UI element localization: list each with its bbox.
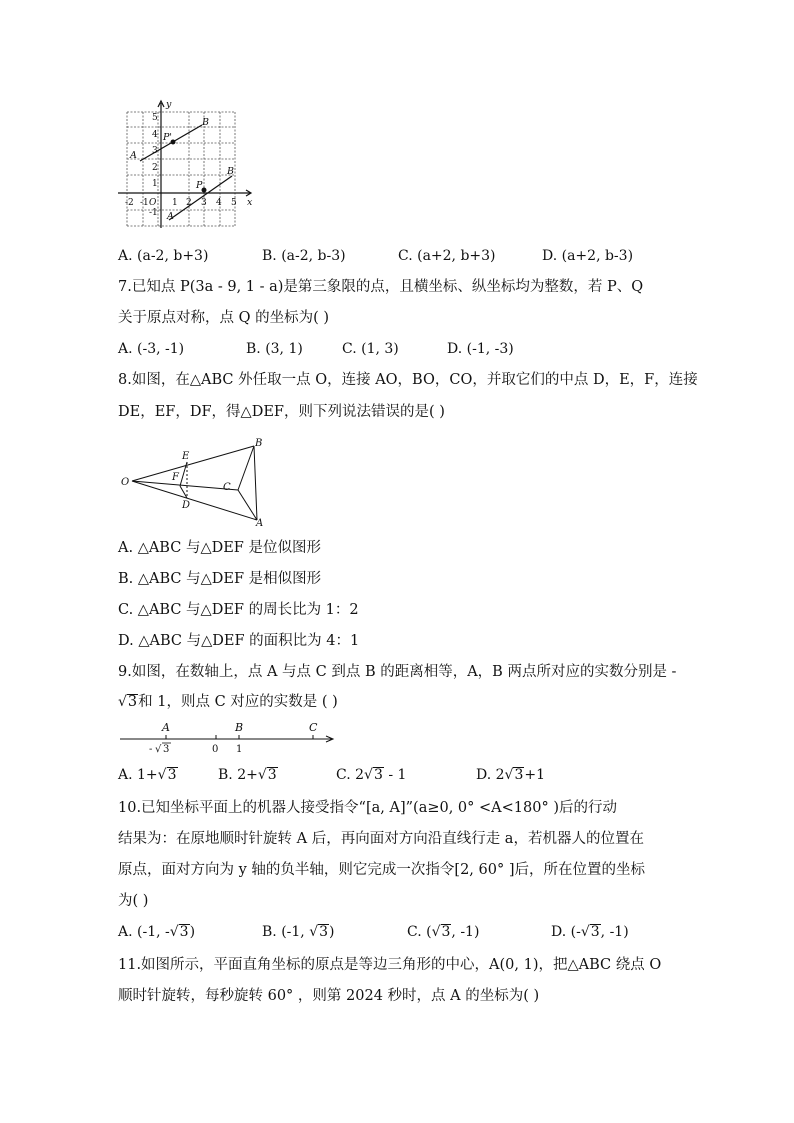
q9-number-line-figure [118, 718, 340, 758]
y-tick: 2 [152, 163, 158, 173]
q6-option-c[interactable]: C. (a+2, b+3) [398, 248, 496, 264]
x-tick: 2 [186, 198, 192, 208]
fig9-label-b: B [235, 721, 244, 734]
q7-stem-line2: 关于原点对称，点 Q 的坐标为( ) [118, 310, 330, 326]
fig9-minus: - [149, 744, 153, 755]
q9-stem-line2: √3和 1，则点 C 对应的实数是 ( ) [118, 694, 338, 710]
q6-coordinate-figure [112, 98, 257, 228]
x-tick: 4 [216, 198, 222, 208]
fig6-label-a2: A [167, 211, 174, 222]
origin-label: O [149, 198, 157, 208]
q9-stem-line1: 9.如图，在数轴上，点 A 与点 C 到点 B 的距离相等，A，B 两点所对应的实数分别是 - [118, 664, 677, 680]
q8-option-a[interactable]: A. △ABC 与△DEF 是位似图形 [118, 540, 321, 556]
q7-option-c[interactable]: C. (1, 3) [342, 341, 399, 357]
fig9-label-a: A [162, 721, 170, 734]
y-tick: 1 [152, 179, 158, 189]
q7-option-b[interactable]: B. (3, 1) [246, 341, 303, 357]
q7-option-a[interactable]: A. (-3, -1) [118, 341, 185, 357]
q8-option-c[interactable]: C. △ABC 与△DEF 的周长比为 1：2 [118, 602, 359, 618]
q8-option-b[interactable]: B. △ABC 与△DEF 是相似图形 [118, 571, 322, 587]
q6-option-d[interactable]: D. (a+2, b-3) [542, 248, 634, 264]
fig6-label-b2: B [227, 166, 234, 177]
svg-text:√: √ [155, 744, 162, 755]
q10-stem-line4: 为( ) [118, 893, 149, 909]
x-tick: 5 [231, 198, 237, 208]
q9-stem-rest: 和 1，则点 C 对应的实数是 ( ) [138, 694, 338, 710]
fig9-one: 1 [236, 744, 243, 755]
q6-option-b[interactable]: B. (a-2, b-3) [262, 248, 346, 264]
fig8-label-f: F [172, 472, 179, 483]
fig8-label-c: C [223, 482, 231, 493]
q7-stem-line1: 7.已知点 P(3a - 9, 1 - a)是第三象限的点，且横坐标、纵坐标均为整数，若 P、Q [118, 279, 644, 295]
y-tick: 4 [152, 130, 158, 140]
q9-option-a[interactable]: A. 1+√3 [118, 767, 177, 783]
q9-option-c[interactable]: C. 2√3 - 1 [336, 767, 407, 783]
fig6-label-b1: B [202, 117, 209, 128]
fig8-label-e: E [182, 451, 190, 462]
q8-option-d[interactable]: D. △ABC 与△DEF 的面积比为 4：1 [118, 633, 360, 649]
x-axis-label: x [247, 197, 253, 208]
q10-option-a[interactable]: A. (-1, -√3) [118, 924, 196, 940]
fig8-label-a: A [256, 518, 264, 529]
fig8-label-o: O [121, 477, 130, 488]
q10-option-d[interactable]: D. (-√3, -1) [551, 924, 629, 940]
y-tick: 5 [152, 113, 158, 123]
x-tick: 1 [172, 198, 178, 208]
q11-stem-line2: 顺时针旋转，每秒旋转 60° ，则第 2024 秒时，点 A 的坐标为( ) [118, 988, 540, 1004]
q6-option-a[interactable]: A. (a-2, b+3) [118, 248, 209, 264]
q10-option-c[interactable]: C. (√3, -1) [407, 924, 480, 940]
fig9-sqrt-arg: 3 [163, 744, 170, 755]
fig6-label-p2: P [196, 180, 203, 191]
q9-sqrt-arg: 3 [127, 694, 138, 710]
y-axis-label: y [166, 99, 172, 110]
x-tick: 3 [201, 198, 207, 208]
fig9-label-c: C [309, 721, 318, 734]
q10-stem-line2: 结果为：在原地顺时针旋转 A 后，再向面对方向沿直线行走 a，若机器人的位置在 [118, 831, 644, 847]
q10-stem-line3: 原点，面对方向为 y 轴的负半轴，则它完成一次指令[2, 60° ]后，所在位置的坐标 [118, 862, 645, 878]
x-tick: -2 [125, 198, 134, 208]
fig8-label-b: B [255, 438, 263, 449]
q7-option-d[interactable]: D. (-1, -3) [447, 341, 514, 357]
q8-stem-line2: DE，EF，DF，得△DEF，则下列说法错误的是( ) [118, 404, 445, 420]
fig8-label-d: D [182, 500, 191, 511]
q9-option-b[interactable]: B. 2+√3 [218, 767, 277, 783]
q10-stem-line1: 10.已知坐标平面上的机器人接受指令“[a, A]”(a≥0, 0° <A<180° )后的行动 [118, 800, 617, 816]
q10-option-b[interactable]: B. (-1, √3) [262, 924, 335, 940]
y-tick: 3 [152, 146, 158, 156]
fig9-zero: 0 [212, 744, 219, 755]
q8-stem-line1: 8.如图，在△ABC 外任取一点 O，连接 AO，BO，CO，并取它们的中点 D，E，F，连接 [118, 372, 698, 388]
y-tick: -1 [149, 208, 158, 218]
q9-option-d[interactable]: D. 2√3+1 [476, 767, 546, 783]
fig6-label-a1: A [130, 150, 137, 161]
x-tick: -1 [140, 198, 149, 208]
q11-stem-line1: 11.如图所示，平面直角坐标的原点是等边三角形的中心，A(0, 1)，把△ABC 绕点 O [118, 957, 662, 973]
fig6-label-p1: P' [163, 132, 173, 143]
q8-similar-triangles-figure [118, 434, 278, 529]
